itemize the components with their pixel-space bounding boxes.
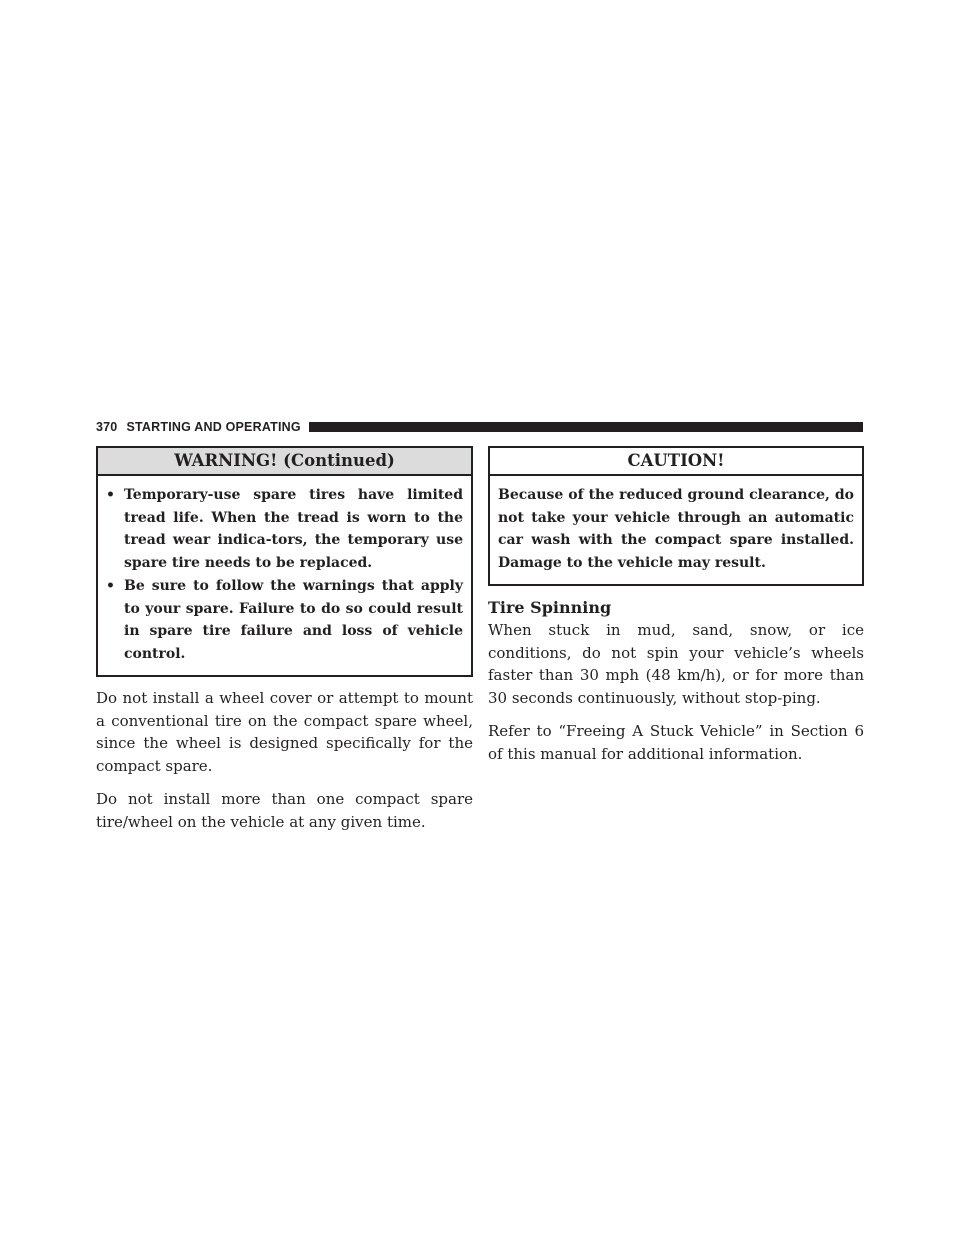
warning-bullet-item — [106, 575, 463, 665]
caution-title: CAUTION! — [490, 448, 862, 476]
warning-box — [96, 446, 473, 677]
right-column — [488, 446, 864, 765]
warning-bullet-text: Be sure to follow the warnings that apply to your spare. Failure to do so could result in spare tire failure and loss of vehicle control. — [124, 578, 463, 662]
warning-bullet-text: Temporary-use spare tires have limited tread life. When the tread is worn to the tread wear indica-tors, the temporary use spare tire needs to be replaced. — [124, 487, 463, 571]
warning-body — [98, 476, 471, 675]
tire-spinning-paragraph: When stuck in mud, sand, snow, or ice conditions, do not spin your vehicle’s wheels faster than 30 mph (48 km/h), or for more than 30 seconds continuously, without stop-ping. — [488, 621, 864, 707]
bullet-icon: • — [106, 578, 115, 594]
single-spare-paragraph: Do not install more than one compact spare tire/wheel on the vehicle at any given time. — [96, 790, 473, 831]
header-rule — [309, 422, 863, 432]
bullet-icon: • — [106, 487, 115, 503]
warning-bullet-list — [106, 484, 463, 665]
left-column — [96, 446, 473, 833]
caution-box — [488, 446, 864, 586]
warning-title: WARNING! (Continued) — [98, 448, 471, 476]
wheel-cover-paragraph: Do not install a wheel cover or attempt to mount a conventional tire on the compact spare wheel, since the wheel is designed specifically for the compact spare. — [96, 689, 473, 775]
caution-body: Because of the reduced ground clearance, do not take your vehicle through an automatic car wash with the compact spare installed. Damage to the vehicle may result. — [498, 487, 854, 571]
tire-spinning-heading: Tire Spinning — [488, 598, 612, 617]
page-header — [96, 418, 863, 436]
warning-bullet-item — [106, 484, 463, 574]
page-number: 370 — [96, 420, 118, 434]
section-title: STARTING AND OPERATING — [126, 420, 301, 434]
stuck-vehicle-reference-paragraph: Refer to “Freeing A Stuck Vehicle” in Section 6 of this manual for additional information. — [488, 722, 864, 763]
